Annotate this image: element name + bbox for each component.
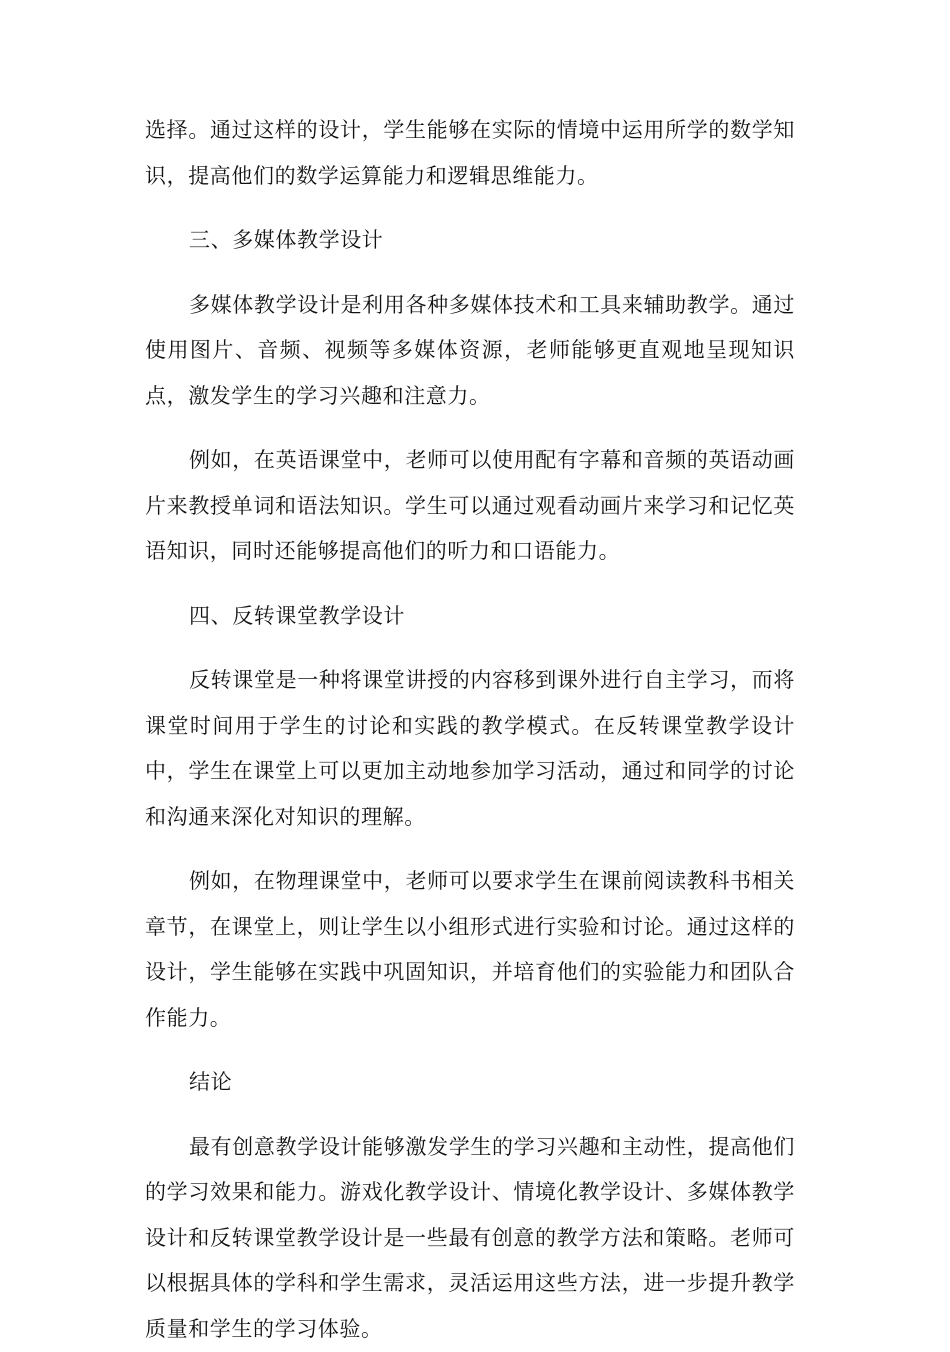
paragraph-multimedia-intro: 多媒体教学设计是利用各种多媒体技术和工具来辅助教学。通过使用图片、音频、视频等多媒体资源，老师能够更直观地呈现知识点，激发学生的学习兴趣和注意力。	[145, 283, 795, 420]
section-heading-multimedia: 三、多媒体教学设计	[145, 218, 795, 264]
paragraph-multimedia-example: 例如，在英语课堂中，老师可以使用配有字幕和音频的英语动画片来教授单词和语法知识。学生可以通过观看动画片来学习和记忆英语知识，同时还能够提高他们的听力和口语能力。	[145, 438, 795, 575]
section-heading-flipped-classroom: 四、反转课堂教学设计	[145, 594, 795, 640]
document-body	[145, 108, 795, 1352]
paragraph-flipped-intro: 反转课堂是一种将课堂讲授的内容移到课外进行自主学习，而将课堂时间用于学生的讨论和实践的教学模式。在反转课堂教学设计中，学生在课堂上可以更加主动地参加学习活动，通过和同学的讨论和沟通来深化对知识的理解。	[145, 658, 795, 840]
paragraph-conclusion: 最有创意教学设计能够激发学生的学习兴趣和主动性，提高他们的学习效果和能力。游戏化教学设计、情境化教学设计、多媒体教学设计和反转课堂教学设计是一些最有创意的教学方法和策略。老师可以根据具体的学科和学生需求，灵活运用这些方法，进一步提升教学质量和学生的学习体验。	[145, 1125, 795, 1352]
paragraph-flipped-example: 例如，在物理课堂中，老师可以要求学生在课前阅读教科书相关章节，在课堂上，则让学生以小组形式进行实验和讨论。通过这样的设计，学生能够在实践中巩固知识，并培育他们的实验能力和团队合作能力。	[145, 859, 795, 1041]
paragraph-continued: 选择。通过这样的设计，学生能够在实际的情境中运用所学的数学知识，提高他们的数学运算能力和逻辑思维能力。	[145, 108, 795, 199]
section-heading-conclusion: 结论	[145, 1060, 795, 1106]
